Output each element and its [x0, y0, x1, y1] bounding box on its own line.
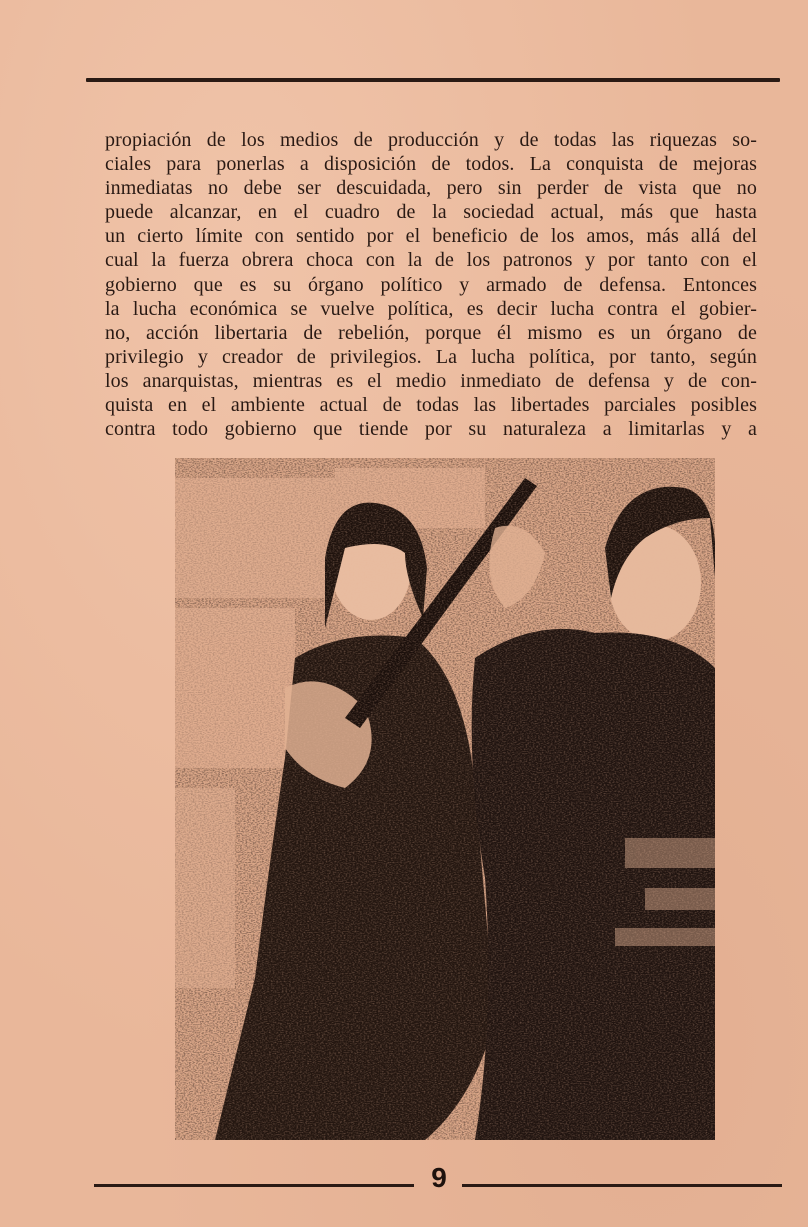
text-line: gobierno que es su órgano político y armado de defensa. Entonces [105, 273, 757, 296]
text-line: propiación de los medios de producción y de todas las riquezas so- [105, 129, 757, 151]
text-line: un cierto límite con sentido por el beneficio de los amos, más allá del [105, 225, 757, 248]
text-line: inmediatas no debe ser descuidada, pero sin perder de vista que no [105, 177, 757, 200]
footer-rule-left [94, 1184, 414, 1187]
text-line: privilegio y creador de privilegios. La lucha política, por tanto, según [105, 345, 757, 368]
text-line: puede alcanzar, en el cuadro de la sociedad actual, más que hasta [105, 201, 757, 224]
header-rule [86, 78, 780, 82]
text-line: quista en el ambiente actual de todas las libertades parciales posibles [105, 394, 757, 417]
page-footer [86, 1160, 782, 1200]
footer-rule-right [462, 1184, 782, 1187]
text-line: cual la fuerza obrera choca con la de los patronos y por tanto con el [105, 249, 757, 272]
text-line: no, acción libertaria de rebelión, porque él mismo es un órgano de [105, 321, 757, 344]
halftone-photograph [175, 458, 715, 1140]
page-number: 9 [431, 1162, 447, 1193]
text-line: los anarquistas, mientras es el medio inmediato de defensa y de con- [105, 369, 757, 392]
text-line: la lucha económica se vuelve política, es decir lucha contra el gobier- [105, 297, 757, 320]
body-paragraph [105, 128, 757, 441]
text-line: ciales para ponerlas a disposición de todos. La conquista de mejoras [105, 153, 757, 176]
text-line: contra todo gobierno que tiende por su naturaleza a limitarlas y a [105, 418, 757, 441]
